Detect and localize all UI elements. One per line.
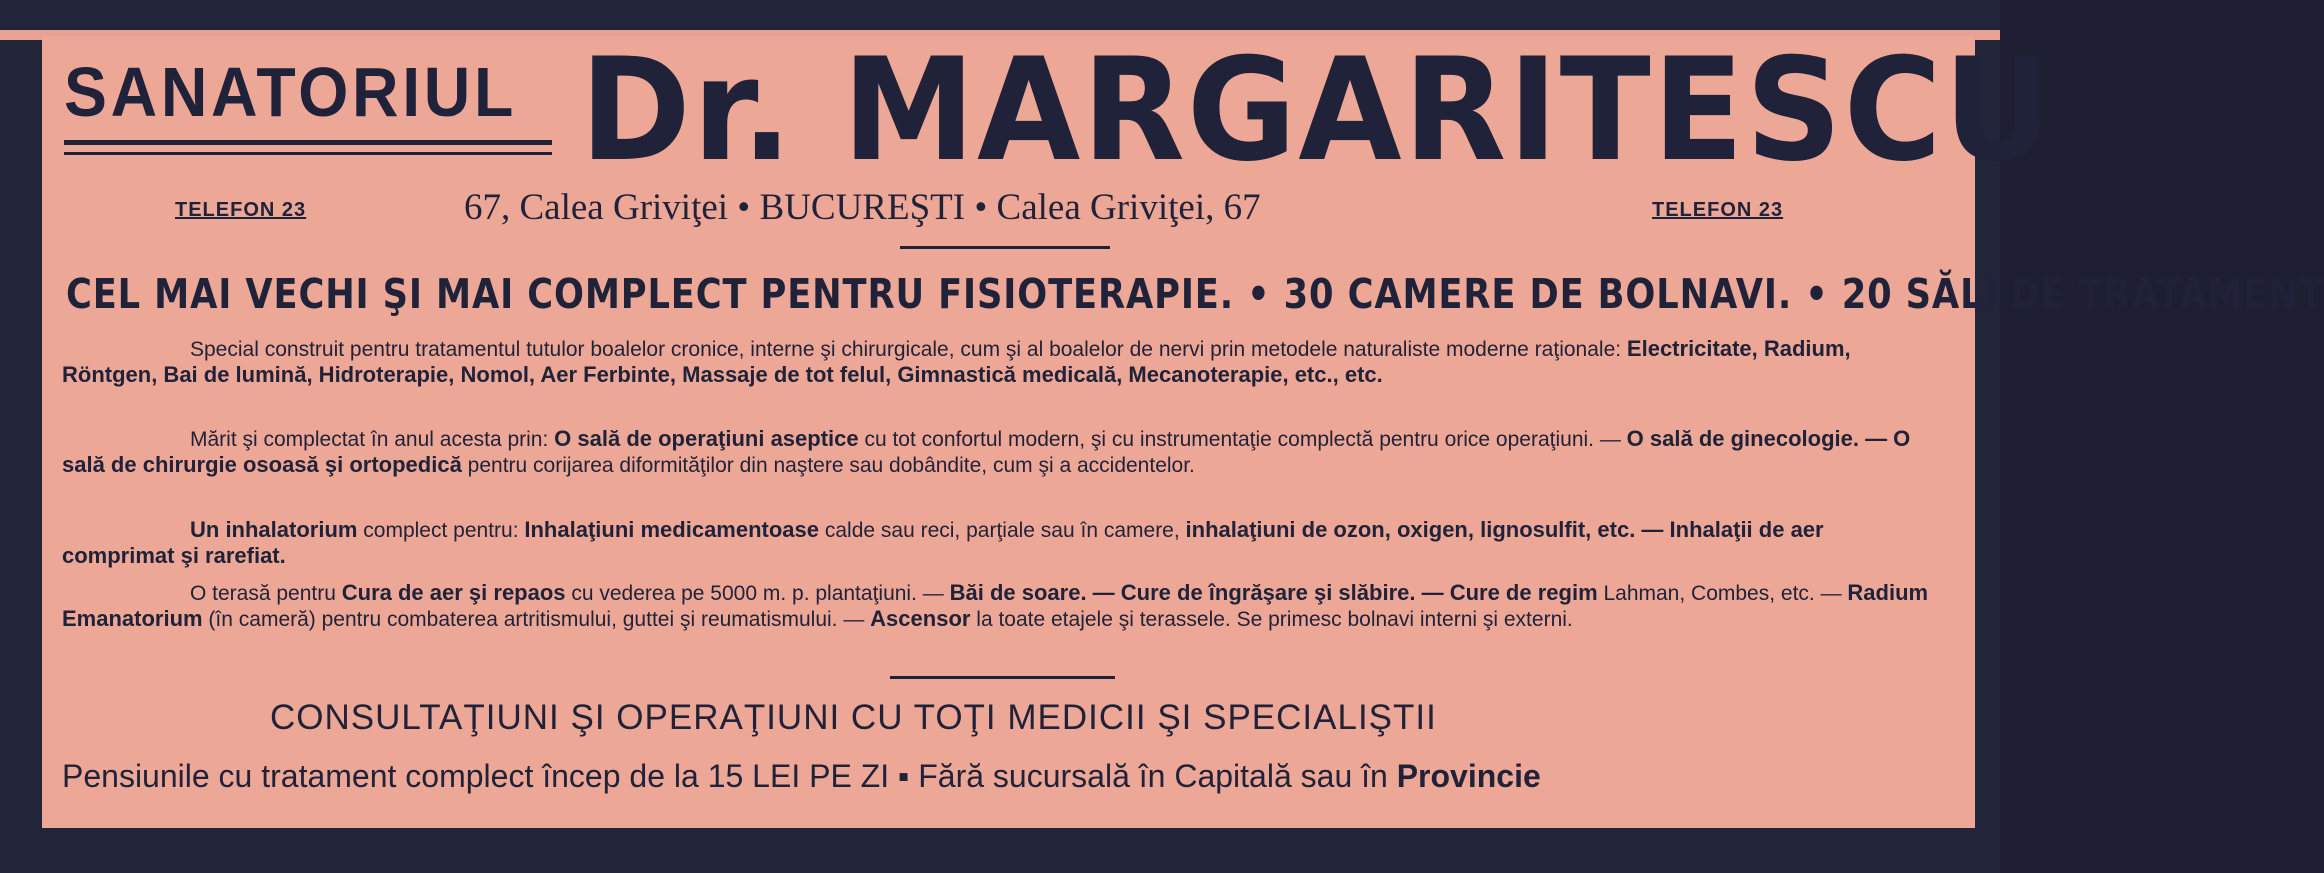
- pension-c: Provincie: [1396, 758, 1541, 794]
- pension-line: [62, 758, 1541, 795]
- p2-a: Mărit şi complectat în anul acesta prin:: [190, 428, 555, 451]
- consultations-line: CONSULTAŢIUNI ŞI OPERAŢIUNI CU TOŢI MEDICII ŞI SPECIALIŞTII: [270, 698, 1437, 737]
- p2-b: O sală de operaţiuni aseptice: [554, 426, 859, 451]
- doctor-name-title: Dr. MARGARITESCU: [580, 28, 2054, 193]
- p4-a: O terasă pentru: [190, 582, 342, 605]
- telephone-left: TELEFON 23: [175, 199, 307, 221]
- p3-d: calde sau reci, parţiale sau în camere,: [819, 519, 1186, 542]
- frame-top-band: [0, 0, 2000, 30]
- p1-intro: Special construit pentru tratamentul tutulor boalelor cronice, interne şi chirurgicale, cum şi al boalelor de nervi prin metodele naturaliste moderne raţionale:: [190, 338, 1627, 361]
- paragraph-operating-rooms: [62, 426, 1942, 478]
- p4-c: cu vederea pe 5000 m. p. plantaţiuni. —: [565, 582, 950, 605]
- p4-b: Cura de aer şi repaos: [341, 580, 566, 605]
- p4-i: la toate etajele şi terassele. Se primesc bolnavi interni şi externi.: [970, 608, 1573, 631]
- pension-a: Pensiunile cu tratament complect încep de la 15 LEI PE ZI: [62, 758, 898, 794]
- paragraph-inhalatorium: [62, 517, 1942, 569]
- p4-d: Băi de soare. — Cure de îngrăşare şi slăbire. — Cure de regim: [949, 580, 1598, 605]
- p3-e: inhalaţiuni de ozon, oxigen, lignosulfit, etc. — Inhalaţii de aer comprimat şi rarefiat.: [62, 517, 1824, 568]
- p3-c: Inhalaţiuni medicamentoase: [524, 517, 820, 542]
- pension-separator: ▪: [898, 758, 910, 794]
- p3-a: Un inhalatorium: [190, 517, 358, 542]
- p2-c: cu tot confortul modern, şi cu instrumentaţie complectă pentru orice operaţiuni. —: [858, 428, 1627, 451]
- headline: CEL MAI VECHI ŞI MAI COMPLECT PENTRU FISIOTERAPIE. • 30 CAMERE DE BOLNAVI. • 20 SĂLI DE TRATAMENT: [66, 270, 2324, 318]
- footer-divider: [890, 676, 1115, 679]
- title-underline-thick: [64, 140, 552, 145]
- sanatoriul-label: SANATORIUL: [64, 53, 518, 131]
- paragraph-treatments: [62, 336, 1942, 388]
- frame-left-band: [0, 40, 42, 840]
- p4-f: Radium Emanatorium: [62, 580, 1929, 631]
- pension-b: Fără sucursală în Capitală sau în: [909, 758, 1397, 794]
- title-underline-thin: [64, 152, 552, 155]
- telephone-right: TELEFON 23: [1652, 199, 1784, 221]
- frame-bottom-band: [0, 828, 2000, 873]
- address-line: 67, Calea Griviţei • BUCUREŞTI • Calea Griviţei, 67: [464, 187, 1261, 228]
- paragraph-terrace: [62, 580, 1942, 632]
- p4-e: Lahman, Combes, etc. —: [1597, 582, 1848, 605]
- p3-b: complect pentru:: [357, 519, 525, 542]
- p2-e: pentru corijarea diformităţilor din naştere sau dobândite, cum şi a accidentelor.: [461, 454, 1195, 477]
- p2-d: O sală de ginecologie. — O sală de chirurgie osoasă şi ortopedică: [62, 426, 1911, 477]
- p1-methods: Electricitate, Radium, Röntgen, Bai de lumină, Hidroterapie, Nomol, Aer Ferbinte, Massaje de tot felul, Gimnastică medicală, Mecanoterapie, etc., etc.: [62, 336, 1851, 387]
- address-divider: [900, 246, 1110, 249]
- p4-h: Ascensor: [870, 606, 971, 631]
- p4-g: (în cameră) pentru combaterea artritismului, guttei şi reumatismului. —: [202, 608, 871, 631]
